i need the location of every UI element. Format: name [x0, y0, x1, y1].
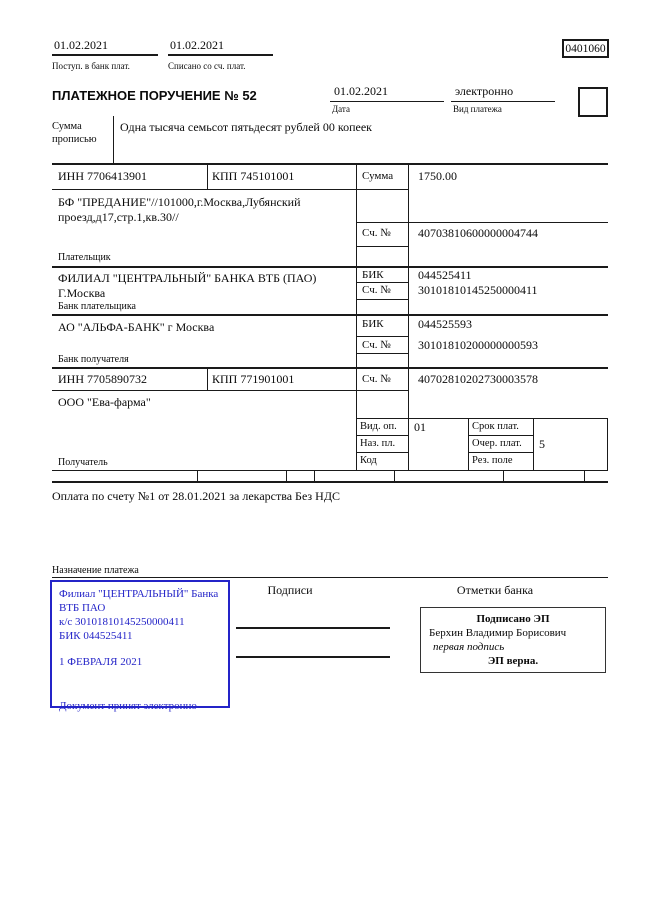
received-in-bank-date: 01.02.2021	[52, 38, 158, 56]
stamp-corr-account: к/с 30101810145250000411	[59, 616, 185, 628]
payee-bank-account: 30101810200000000593	[418, 338, 538, 352]
grid-line	[356, 418, 608, 419]
grid-line	[52, 266, 608, 268]
grid-line	[207, 163, 208, 189]
payee-inn: ИНН 7705890732	[58, 372, 147, 386]
payee-bank-account-label: Сч. №	[362, 339, 391, 351]
signatures-header: Подписи	[267, 583, 313, 597]
document-date-field: 01.02.2021	[330, 84, 444, 102]
grid-line	[52, 314, 608, 316]
sum-cell-label: Сумма	[362, 170, 394, 182]
payer-bank-bik-label: БИК	[362, 269, 384, 281]
stamp-bank-name-line1: Филиал "ЦЕНТРАЛЬНЫЙ" Банка	[59, 588, 219, 600]
electronic-signature-box	[420, 607, 606, 673]
reserve-field-label: Рез. поле	[472, 455, 513, 466]
payment-kind-label: Вид платежа	[453, 104, 502, 114]
payment-kind-field: электронно	[451, 84, 555, 102]
grid-line	[52, 481, 608, 483]
grid-line	[52, 470, 608, 471]
stamp-bank-name-line2: ВТБ ПАО	[59, 602, 106, 614]
debited-from-account-label: Списано со сч. плат.	[168, 61, 246, 71]
payee-bank-section-label: Банк получателя	[58, 354, 129, 365]
grid-line	[52, 577, 608, 578]
code-label: Код	[360, 455, 377, 466]
payer-bank-account-label: Сч. №	[362, 284, 391, 296]
stamp-accepted-note: Документ принят электронно	[59, 700, 197, 712]
payee-name: ООО "Ева-фарма"	[58, 395, 151, 409]
grid-line	[468, 418, 469, 470]
payer-bank-account: 30101810145250000411	[418, 283, 538, 297]
payment-purpose-text: Оплата по счету №1 от 28.01.2021 за лекарства Без НДС	[52, 489, 341, 503]
payment-purpose-label: Назначение платежа	[52, 565, 139, 576]
bank-marks-header: Отметки банка	[456, 583, 534, 597]
op-kind-value: 01	[414, 420, 426, 434]
grid-line	[584, 470, 585, 481]
grid-line	[286, 470, 287, 481]
grid-line	[356, 452, 408, 453]
grid-line	[356, 353, 408, 354]
payee-bank-bik: 044525593	[418, 317, 472, 331]
form-code-box: 0401060	[562, 39, 609, 58]
grid-line	[356, 435, 408, 436]
debited-from-account-date: 01.02.2021	[168, 38, 273, 56]
grid-line	[113, 116, 114, 163]
grid-line	[356, 299, 408, 300]
bank-stamp	[50, 580, 230, 712]
payee-bank-name: АО "АЛЬФА-БАНК" г Москва	[58, 320, 215, 334]
grid-line	[607, 418, 608, 470]
payer-bank-name: ФИЛИАЛ "ЦЕНТРАЛЬНЫЙ" БАНКА ВТБ (ПАО) Г.Москва	[58, 271, 317, 300]
grid-line	[468, 452, 533, 453]
ep-signed-label: Подписано ЭП	[476, 613, 550, 625]
payer-bank-bik: 044525411	[418, 268, 472, 282]
grid-line	[408, 163, 409, 470]
status-checkbox	[578, 87, 608, 117]
payer-inn: ИНН 7706413901	[58, 169, 147, 183]
grid-line	[356, 282, 408, 283]
ep-signature-kind: первая подпись	[433, 641, 505, 653]
grid-line	[197, 470, 198, 481]
grid-line	[356, 246, 408, 247]
payee-account-label: Сч. №	[362, 373, 391, 385]
grid-line	[394, 470, 395, 481]
priority-value: 5	[539, 437, 545, 451]
received-in-bank-label: Поступ. в банк плат.	[52, 61, 130, 71]
ep-verified-label: ЭП верна.	[487, 655, 539, 667]
payee-kpp: КПП 771901001	[212, 372, 295, 386]
pay-purpose-code-label: Наз. пл.	[360, 438, 396, 449]
payee-bank-bik-label: БИК	[362, 318, 384, 330]
grid-line	[207, 367, 208, 390]
payer-account: 40703810600000004744	[418, 226, 538, 240]
priority-label: Очер. плат.	[472, 438, 522, 449]
payer-bank-section-label: Банк плательщика	[58, 301, 136, 312]
amount-words-value: Одна тысяча семьсот пятьдесят рублей 00 копеек	[120, 120, 372, 134]
stamp-date: 1 ФЕВРАЛЯ 2021	[59, 656, 143, 668]
grid-line	[52, 163, 608, 165]
term-label: Срок плат.	[472, 421, 519, 432]
op-kind-label: Вид. оп.	[360, 421, 397, 432]
grid-line	[314, 470, 315, 481]
grid-line	[503, 470, 504, 481]
payer-name: БФ "ПРЕДАНИЕ"//101000,г.Москва,Лубянский проезд,д17,стр.1,кв.30//	[58, 195, 301, 224]
grid-line	[52, 189, 408, 190]
grid-line	[468, 435, 533, 436]
amount-words-label: Сумма прописью	[52, 121, 97, 145]
grid-line	[52, 390, 408, 391]
payment-table	[52, 163, 608, 483]
signature-line-2	[236, 656, 390, 658]
signature-line-1	[236, 627, 390, 629]
payee-account: 40702810202730003578	[418, 372, 538, 386]
grid-line	[356, 163, 357, 470]
grid-line	[533, 418, 534, 470]
document-date-label: Дата	[332, 104, 350, 114]
grid-line	[356, 336, 408, 337]
sum-value: 1750.00	[418, 169, 457, 183]
payer-kpp: КПП 745101001	[212, 169, 295, 183]
payee-section-label: Получатель	[58, 457, 108, 468]
payer-section-label: Плательщик	[58, 252, 111, 263]
grid-line	[356, 222, 608, 223]
stamp-bik: БИК 044525411	[59, 630, 133, 642]
ep-signer-name: Берхин Владимир Борисович	[429, 627, 567, 639]
payer-account-label: Сч. №	[362, 227, 391, 239]
document-title: ПЛАТЕЖНОЕ ПОРУЧЕНИЕ № 52	[52, 88, 257, 103]
grid-line	[52, 367, 608, 369]
